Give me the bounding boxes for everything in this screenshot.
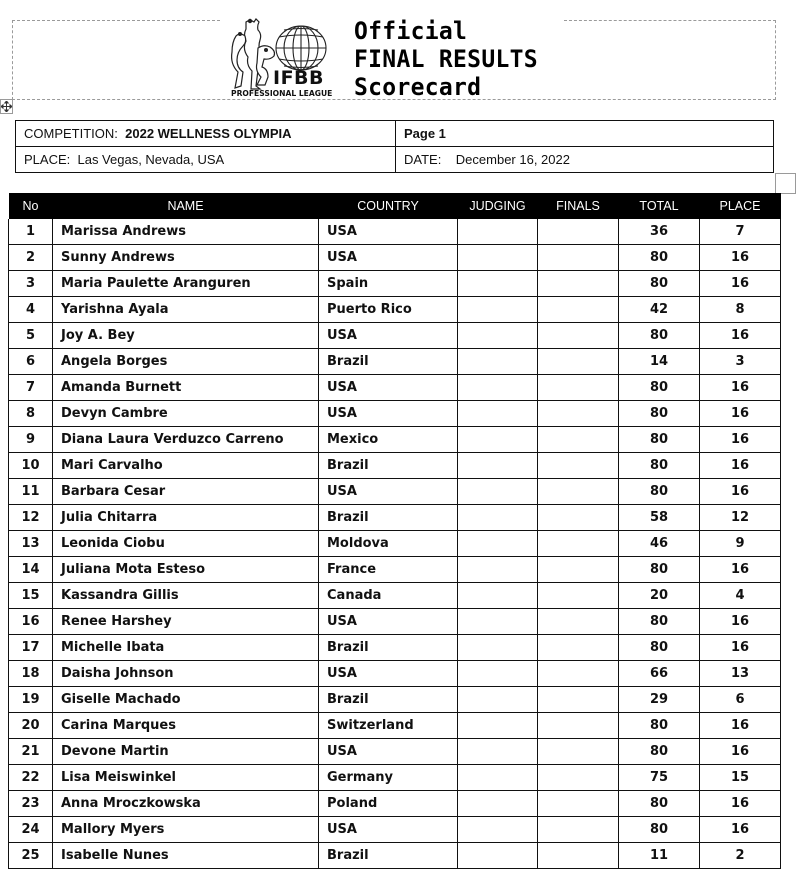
finals-score xyxy=(538,323,619,349)
total-score: 36 xyxy=(619,219,700,245)
athlete-country: Poland xyxy=(319,791,458,817)
athlete-country: USA xyxy=(319,401,458,427)
athlete-number: 3 xyxy=(9,271,53,297)
finals-score xyxy=(538,609,619,635)
total-score: 80 xyxy=(619,557,700,583)
athlete-name: Joy A. Bey xyxy=(53,323,319,349)
judging-score xyxy=(458,635,538,661)
athlete-country: Brazil xyxy=(319,843,458,869)
athlete-name: Daisha Johnson xyxy=(53,661,319,687)
scorecard-title xyxy=(354,17,538,101)
athlete-name: Michelle Ibata xyxy=(53,635,319,661)
col-header-judging: JUDGING xyxy=(458,193,538,219)
total-score: 80 xyxy=(619,791,700,817)
athlete-number: 24 xyxy=(9,817,53,843)
judging-score xyxy=(458,713,538,739)
athlete-country: Brazil xyxy=(319,687,458,713)
athlete-number: 18 xyxy=(9,661,53,687)
judging-score xyxy=(458,843,538,869)
finals-score xyxy=(538,297,619,323)
athlete-country: Canada xyxy=(319,583,458,609)
judging-score xyxy=(458,219,538,245)
athlete-name: Lisa Meiswinkel xyxy=(53,765,319,791)
table-row xyxy=(9,687,781,713)
finals-score xyxy=(538,219,619,245)
finals-score xyxy=(538,479,619,505)
title-line-final-results: FINAL RESULTS xyxy=(354,46,538,74)
final-place: 16 xyxy=(700,739,781,765)
table-row xyxy=(9,635,781,661)
athlete-country: France xyxy=(319,557,458,583)
athlete-number: 20 xyxy=(9,713,53,739)
athlete-country: Brazil xyxy=(319,505,458,531)
judging-score xyxy=(458,245,538,271)
athlete-number: 23 xyxy=(9,791,53,817)
finals-score xyxy=(538,765,619,791)
judging-score xyxy=(458,583,538,609)
athlete-number: 9 xyxy=(9,427,53,453)
athlete-number: 14 xyxy=(9,557,53,583)
final-place: 4 xyxy=(700,583,781,609)
athlete-country: USA xyxy=(319,323,458,349)
col-header-place: PLACE xyxy=(700,193,781,219)
final-place: 16 xyxy=(700,609,781,635)
competition-cell xyxy=(16,121,396,147)
judging-score xyxy=(458,427,538,453)
final-place: 9 xyxy=(700,531,781,557)
athlete-name: Giselle Machado xyxy=(53,687,319,713)
total-score: 42 xyxy=(619,297,700,323)
athlete-name: Kassandra Gillis xyxy=(53,583,319,609)
date-value: December 16, 2022 xyxy=(455,152,570,167)
athlete-country: Mexico xyxy=(319,427,458,453)
final-place: 16 xyxy=(700,817,781,843)
total-score: 14 xyxy=(619,349,700,375)
table-row xyxy=(9,219,781,245)
athlete-name: Juliana Mota Esteso xyxy=(53,557,319,583)
info-row-competition xyxy=(16,121,774,147)
date-cell xyxy=(396,147,774,173)
athlete-number: 21 xyxy=(9,739,53,765)
athlete-country: USA xyxy=(319,219,458,245)
athlete-name: Maria Paulette Aranguren xyxy=(53,271,319,297)
athlete-country: Germany xyxy=(319,765,458,791)
athlete-country: USA xyxy=(319,375,458,401)
judging-score xyxy=(458,765,538,791)
final-place: 2 xyxy=(700,843,781,869)
final-place: 16 xyxy=(700,791,781,817)
final-place: 16 xyxy=(700,323,781,349)
total-score: 80 xyxy=(619,817,700,843)
athlete-name: Isabelle Nunes xyxy=(53,843,319,869)
total-score: 80 xyxy=(619,713,700,739)
judging-score xyxy=(458,817,538,843)
table-row xyxy=(9,843,781,869)
finals-score xyxy=(538,531,619,557)
table-row xyxy=(9,609,781,635)
finals-score xyxy=(538,401,619,427)
finals-score xyxy=(538,791,619,817)
athlete-country: Brazil xyxy=(319,635,458,661)
judging-score xyxy=(458,349,538,375)
athlete-name: Diana Laura Verduzco Carreno xyxy=(53,427,319,453)
final-place: 12 xyxy=(700,505,781,531)
finals-score xyxy=(538,349,619,375)
final-place: 15 xyxy=(700,765,781,791)
athlete-name: Devone Martin xyxy=(53,739,319,765)
page-cell xyxy=(396,121,774,147)
results-table xyxy=(8,193,781,869)
total-score: 80 xyxy=(619,323,700,349)
athlete-number: 15 xyxy=(9,583,53,609)
finals-score xyxy=(538,635,619,661)
table-row xyxy=(9,427,781,453)
athlete-country: Brazil xyxy=(319,453,458,479)
final-place: 16 xyxy=(700,375,781,401)
final-place: 6 xyxy=(700,687,781,713)
athlete-name: Angela Borges xyxy=(53,349,319,375)
final-place: 16 xyxy=(700,479,781,505)
athlete-name: Mari Carvalho xyxy=(53,453,319,479)
athlete-number: 8 xyxy=(9,401,53,427)
col-header-finals: FINALS xyxy=(538,193,619,219)
results-header-row xyxy=(9,193,781,219)
finals-score xyxy=(538,713,619,739)
total-score: 75 xyxy=(619,765,700,791)
table-row xyxy=(9,479,781,505)
athlete-number: 4 xyxy=(9,297,53,323)
finals-score xyxy=(538,661,619,687)
judging-score xyxy=(458,557,538,583)
table-move-handle[interactable] xyxy=(0,99,13,114)
judging-score xyxy=(458,271,538,297)
total-score: 80 xyxy=(619,479,700,505)
athlete-name: Sunny Andrews xyxy=(53,245,319,271)
total-score: 80 xyxy=(619,427,700,453)
total-score: 66 xyxy=(619,661,700,687)
final-place: 16 xyxy=(700,401,781,427)
total-score: 80 xyxy=(619,609,700,635)
final-place: 7 xyxy=(700,219,781,245)
athlete-country: Switzerland xyxy=(319,713,458,739)
athlete-country: USA xyxy=(319,479,458,505)
judging-score xyxy=(458,505,538,531)
ifbb-logo xyxy=(228,18,344,100)
athlete-number: 17 xyxy=(9,635,53,661)
final-place: 16 xyxy=(700,635,781,661)
athlete-number: 11 xyxy=(9,479,53,505)
table-row xyxy=(9,557,781,583)
table-row xyxy=(9,505,781,531)
athlete-number: 6 xyxy=(9,349,53,375)
table-row xyxy=(9,297,781,323)
table-row xyxy=(9,531,781,557)
total-score: 80 xyxy=(619,245,700,271)
title-line-scorecard: Scorecard xyxy=(354,74,482,102)
info-row-place xyxy=(16,147,774,173)
table-row xyxy=(9,661,781,687)
judging-score xyxy=(458,739,538,765)
finals-score xyxy=(538,453,619,479)
final-place: 16 xyxy=(700,713,781,739)
total-score: 80 xyxy=(619,635,700,661)
place-cell xyxy=(16,147,396,173)
judging-score xyxy=(458,375,538,401)
table-row xyxy=(9,583,781,609)
col-header-country: COUNTRY xyxy=(319,193,458,219)
col-header-name: NAME xyxy=(53,193,319,219)
athlete-name: Amanda Burnett xyxy=(53,375,319,401)
athlete-number: 13 xyxy=(9,531,53,557)
competition-info-table xyxy=(15,120,774,173)
athlete-name: Anna Mroczkowska xyxy=(53,791,319,817)
place-value: Las Vegas, Nevada, USA xyxy=(77,152,225,167)
athlete-number: 2 xyxy=(9,245,53,271)
finals-score xyxy=(538,427,619,453)
judging-score xyxy=(458,531,538,557)
date-label: DATE: xyxy=(404,152,442,167)
table-resize-square-icon[interactable] xyxy=(775,173,796,194)
judging-score xyxy=(458,401,538,427)
final-place: 13 xyxy=(700,661,781,687)
athlete-name: Carina Marques xyxy=(53,713,319,739)
athlete-country: USA xyxy=(319,739,458,765)
judging-score xyxy=(458,609,538,635)
judging-score xyxy=(458,687,538,713)
athlete-country: USA xyxy=(319,245,458,271)
total-score: 80 xyxy=(619,401,700,427)
athlete-number: 10 xyxy=(9,453,53,479)
athlete-name: Leonida Ciobu xyxy=(53,531,319,557)
finals-score xyxy=(538,557,619,583)
final-place: 16 xyxy=(700,427,781,453)
final-place: 3 xyxy=(700,349,781,375)
athlete-country: USA xyxy=(319,817,458,843)
finals-score xyxy=(538,245,619,271)
athlete-number: 19 xyxy=(9,687,53,713)
move-arrows-icon xyxy=(1,101,12,112)
athlete-name: Yarishna Ayala xyxy=(53,297,319,323)
table-row xyxy=(9,739,781,765)
athlete-number: 25 xyxy=(9,843,53,869)
table-row xyxy=(9,271,781,297)
athlete-country: Brazil xyxy=(319,349,458,375)
total-score: 29 xyxy=(619,687,700,713)
finals-score xyxy=(538,505,619,531)
finals-score xyxy=(538,739,619,765)
table-row xyxy=(9,349,781,375)
final-place: 16 xyxy=(700,557,781,583)
judging-score xyxy=(458,791,538,817)
table-row xyxy=(9,323,781,349)
finals-score xyxy=(538,375,619,401)
athlete-number: 7 xyxy=(9,375,53,401)
judging-score xyxy=(458,453,538,479)
judging-score xyxy=(458,661,538,687)
table-row xyxy=(9,817,781,843)
finals-score xyxy=(538,583,619,609)
table-row xyxy=(9,375,781,401)
judging-score xyxy=(458,323,538,349)
finals-score xyxy=(538,687,619,713)
table-row xyxy=(9,245,781,271)
final-place: 8 xyxy=(700,297,781,323)
total-score: 80 xyxy=(619,739,700,765)
title-line-official: Official xyxy=(354,18,468,46)
total-score: 58 xyxy=(619,505,700,531)
final-place: 16 xyxy=(700,271,781,297)
col-header-total: TOTAL xyxy=(619,193,700,219)
total-score: 80 xyxy=(619,453,700,479)
athlete-country: Moldova xyxy=(319,531,458,557)
competition-value: 2022 WELLNESS OLYMPIA xyxy=(125,126,292,141)
logo-brand: IFBB xyxy=(273,67,325,89)
col-header-no: No xyxy=(9,193,53,219)
table-row xyxy=(9,453,781,479)
logo-subtitle: PROFESSIONAL LEAGUE xyxy=(231,89,333,98)
athlete-name: Mallory Myers xyxy=(53,817,319,843)
athlete-country: Puerto Rico xyxy=(319,297,458,323)
athlete-name: Renee Harshey xyxy=(53,609,319,635)
table-row xyxy=(9,765,781,791)
finals-score xyxy=(538,271,619,297)
athlete-name: Devyn Cambre xyxy=(53,401,319,427)
finals-score xyxy=(538,843,619,869)
total-score: 80 xyxy=(619,375,700,401)
athlete-country: USA xyxy=(319,661,458,687)
total-score: 46 xyxy=(619,531,700,557)
final-place: 16 xyxy=(700,453,781,479)
judging-score xyxy=(458,479,538,505)
page-label: Page 1 xyxy=(404,126,446,141)
final-place: 16 xyxy=(700,245,781,271)
judging-score xyxy=(458,297,538,323)
athlete-country: USA xyxy=(319,609,458,635)
table-row xyxy=(9,401,781,427)
athlete-number: 12 xyxy=(9,505,53,531)
table-row xyxy=(9,713,781,739)
athlete-country: Spain xyxy=(319,271,458,297)
athlete-number: 1 xyxy=(9,219,53,245)
athlete-name: Barbara Cesar xyxy=(53,479,319,505)
athlete-name: Marissa Andrews xyxy=(53,219,319,245)
total-score: 80 xyxy=(619,271,700,297)
athlete-number: 22 xyxy=(9,765,53,791)
results-body xyxy=(9,219,781,869)
place-label: PLACE: xyxy=(24,152,71,167)
competition-label: COMPETITION: xyxy=(24,126,118,141)
total-score: 11 xyxy=(619,843,700,869)
athlete-number: 5 xyxy=(9,323,53,349)
finals-score xyxy=(538,817,619,843)
athlete-number: 16 xyxy=(9,609,53,635)
total-score: 20 xyxy=(619,583,700,609)
table-row xyxy=(9,791,781,817)
athlete-name: Julia Chitarra xyxy=(53,505,319,531)
